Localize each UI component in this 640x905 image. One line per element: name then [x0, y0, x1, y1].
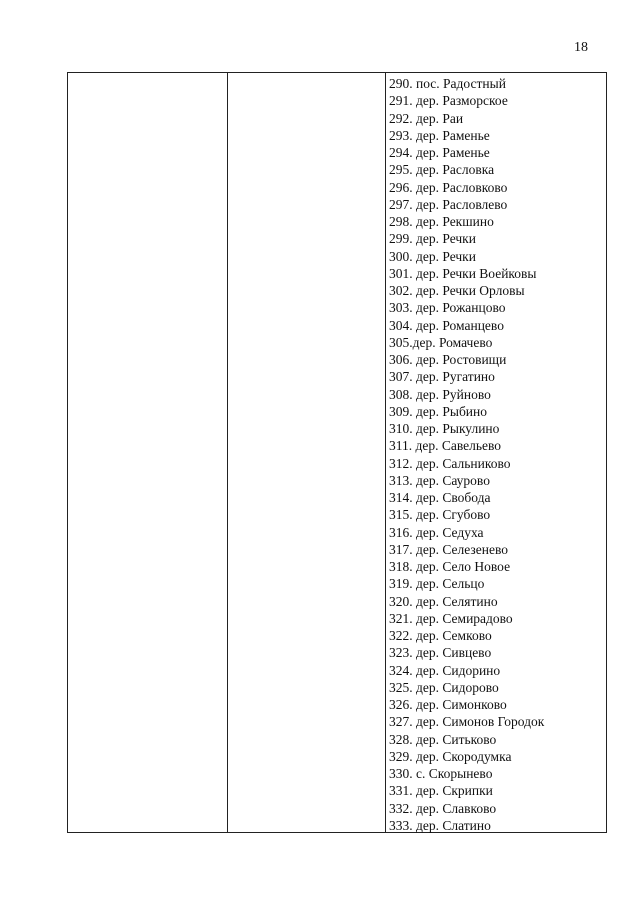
settlements-table [67, 72, 607, 833]
list-item: 332. дер. Славково [389, 800, 497, 816]
list-item: 306. дер. Ростовищи [389, 352, 507, 367]
list-item: 325. дер. Сидорово [389, 679, 499, 695]
list-item: 308. дер. Руйново [389, 386, 491, 402]
list-item: 326. дер. Симонково [389, 697, 507, 712]
list-item: 318. дер. Село Новое [389, 559, 511, 574]
page-number: 18 [574, 40, 588, 55]
list-item: 300. дер. Речки [389, 248, 476, 264]
list-item: 292. дер. Раи [389, 110, 464, 126]
list-item: 298. дер. Рекшино [389, 214, 494, 229]
list-item: 330. с. Скорынево [389, 766, 493, 781]
list-item: 327. дер. Симонов Городок [389, 714, 545, 730]
list-item: 302. дер. Речки Орловы [389, 283, 525, 298]
list-item: 303. дер. Рожанцово [389, 300, 506, 316]
list-item: 296. дер. Расловково [389, 179, 508, 195]
table-column-3 [386, 73, 606, 832]
list-item: 299. дер. Речки [389, 231, 476, 247]
list-item: 295. дер. Расловка [389, 162, 495, 178]
list-item: 311. дер. Савельево [389, 438, 502, 454]
list-item: 323. дер. Сивцево [389, 645, 492, 661]
list-item: 310. дер. Рыкулино [389, 421, 500, 436]
list-item: 317. дер. Селезенево [389, 541, 508, 557]
list-item: 328. дер. Ситьково [389, 731, 497, 747]
list-item: 305.дер. Ромачево [389, 334, 493, 350]
list-item: 313. дер. Саурово [389, 472, 490, 488]
settlement-list [389, 75, 606, 834]
list-item: 315. дер. Сгубово [389, 507, 491, 523]
list-item: 314. дер. Свобода [389, 490, 491, 505]
table-column-1 [68, 73, 228, 832]
list-item: 294. дер. Раменье [389, 145, 490, 160]
list-item: 333. дер. Слатино [389, 817, 491, 833]
list-item: 301. дер. Речки Воейковы [389, 265, 537, 281]
list-item: 329. дер. Скородумка [389, 748, 512, 764]
list-item: 304. дер. Романцево [389, 317, 504, 333]
list-item: 290. пос. Радостный [389, 76, 506, 91]
list-item: 331. дер. Скрипки [389, 783, 493, 799]
list-item: 322. дер. Семково [389, 628, 492, 643]
list-item: 324. дер. Сидорино [389, 662, 501, 678]
table-column-2 [228, 73, 386, 832]
list-item: 312. дер. Сальниково [389, 455, 511, 471]
list-item: 307. дер. Ругатино [389, 369, 495, 385]
list-item: 321. дер. Семирадово [389, 610, 513, 626]
list-item: 316. дер. Седуха [389, 524, 484, 540]
list-item: 320. дер. Селятино [389, 593, 498, 609]
list-item: 309. дер. Рыбино [389, 403, 488, 419]
list-item: 297. дер. Расловлево [389, 196, 508, 212]
list-item: 291. дер. Разморское [389, 93, 508, 109]
list-item: 293. дер. Раменье [389, 127, 490, 143]
list-item: 319. дер. Сельцо [389, 576, 485, 592]
